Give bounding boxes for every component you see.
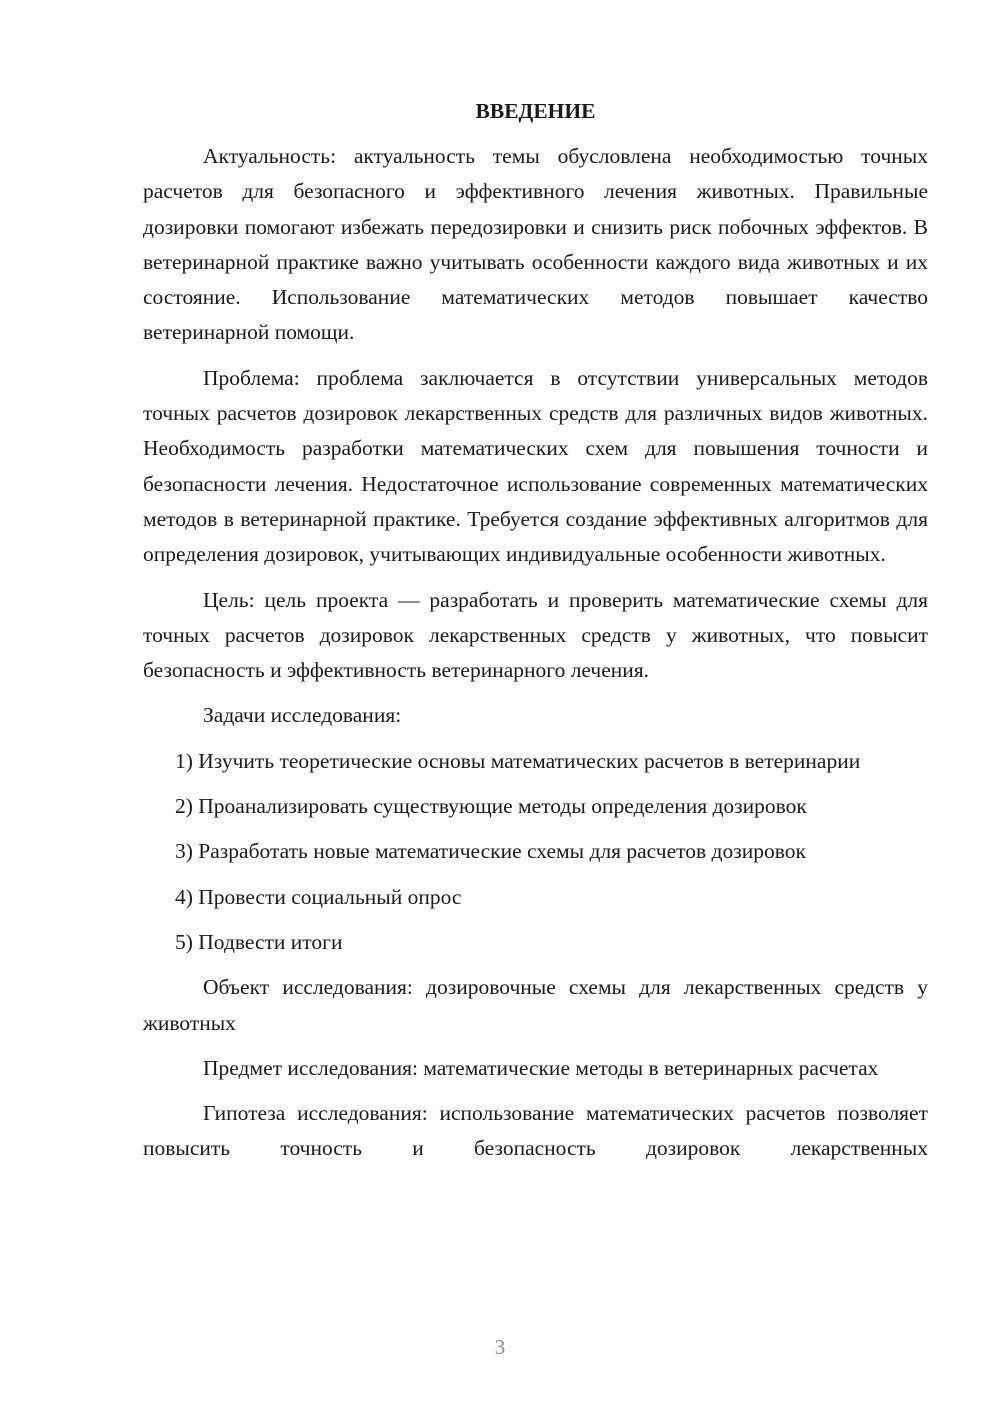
relevance-paragraph: Актуальность: актуальность темы обусловлена необходимостью точных расчетов для безопасного и эффективного лечения животных. Правильные дозировки помогают избежать передозировки и снизить риск побочных эффектов. В ветеринарной практике важно учитывать особенности каждого вида животных и их состояние. Использование математических методов повышает качество ветеринарной помощи. [143,144,928,345]
hypothesis-paragraph: Гипотеза исследования: использование математических расчетов позволяет повысить точность и безопасность дозировок лекарственных [143,1101,928,1161]
object-paragraph: Объект исследования: дозировочные схемы для лекарственных средств у животных [143,975,928,1035]
task-item: 1) Изучить теоретические основы математических расчетов в ветеринарии [175,748,861,773]
task-item: 4) Провести социальный опрос [175,884,462,909]
tasks-title: Задачи исследования: [203,703,402,728]
task-item: 5) Подвести итоги [175,929,343,954]
task-item: 3) Разработать новые математические схемы для расчетов дозировок [175,839,806,864]
goal-paragraph: Цель: цель проекта — разработать и проверить математические схемы для точных расчетов дозировок лекарственных средств у животных, что повысит безопасность и эффективность ветеринарного лечения. [143,587,928,683]
page-title: ВВЕДЕНИЕ [475,99,596,123]
task-item: 2) Проанализировать существующие методы определения дозировок [175,794,807,819]
problem-paragraph: Проблема: проблема заключается в отсутствии универсальных методов точных расчетов дозировок лекарственных средств для различных видов животных. Необходимость разработки математических схем для повышения точности и безопасности лечения. Недостаточное использование современных математических методов в ветеринарной практике. Требуется создание эффективных алгоритмов для определения дозировок, учитывающих индивидуальные особенности животных. [143,365,928,567]
page-content [143,94,928,1177]
subject-paragraph: Предмет исследования: математические методы в ветеринарных расчетах [203,1055,879,1080]
page-number: 3 [494,1335,506,1359]
